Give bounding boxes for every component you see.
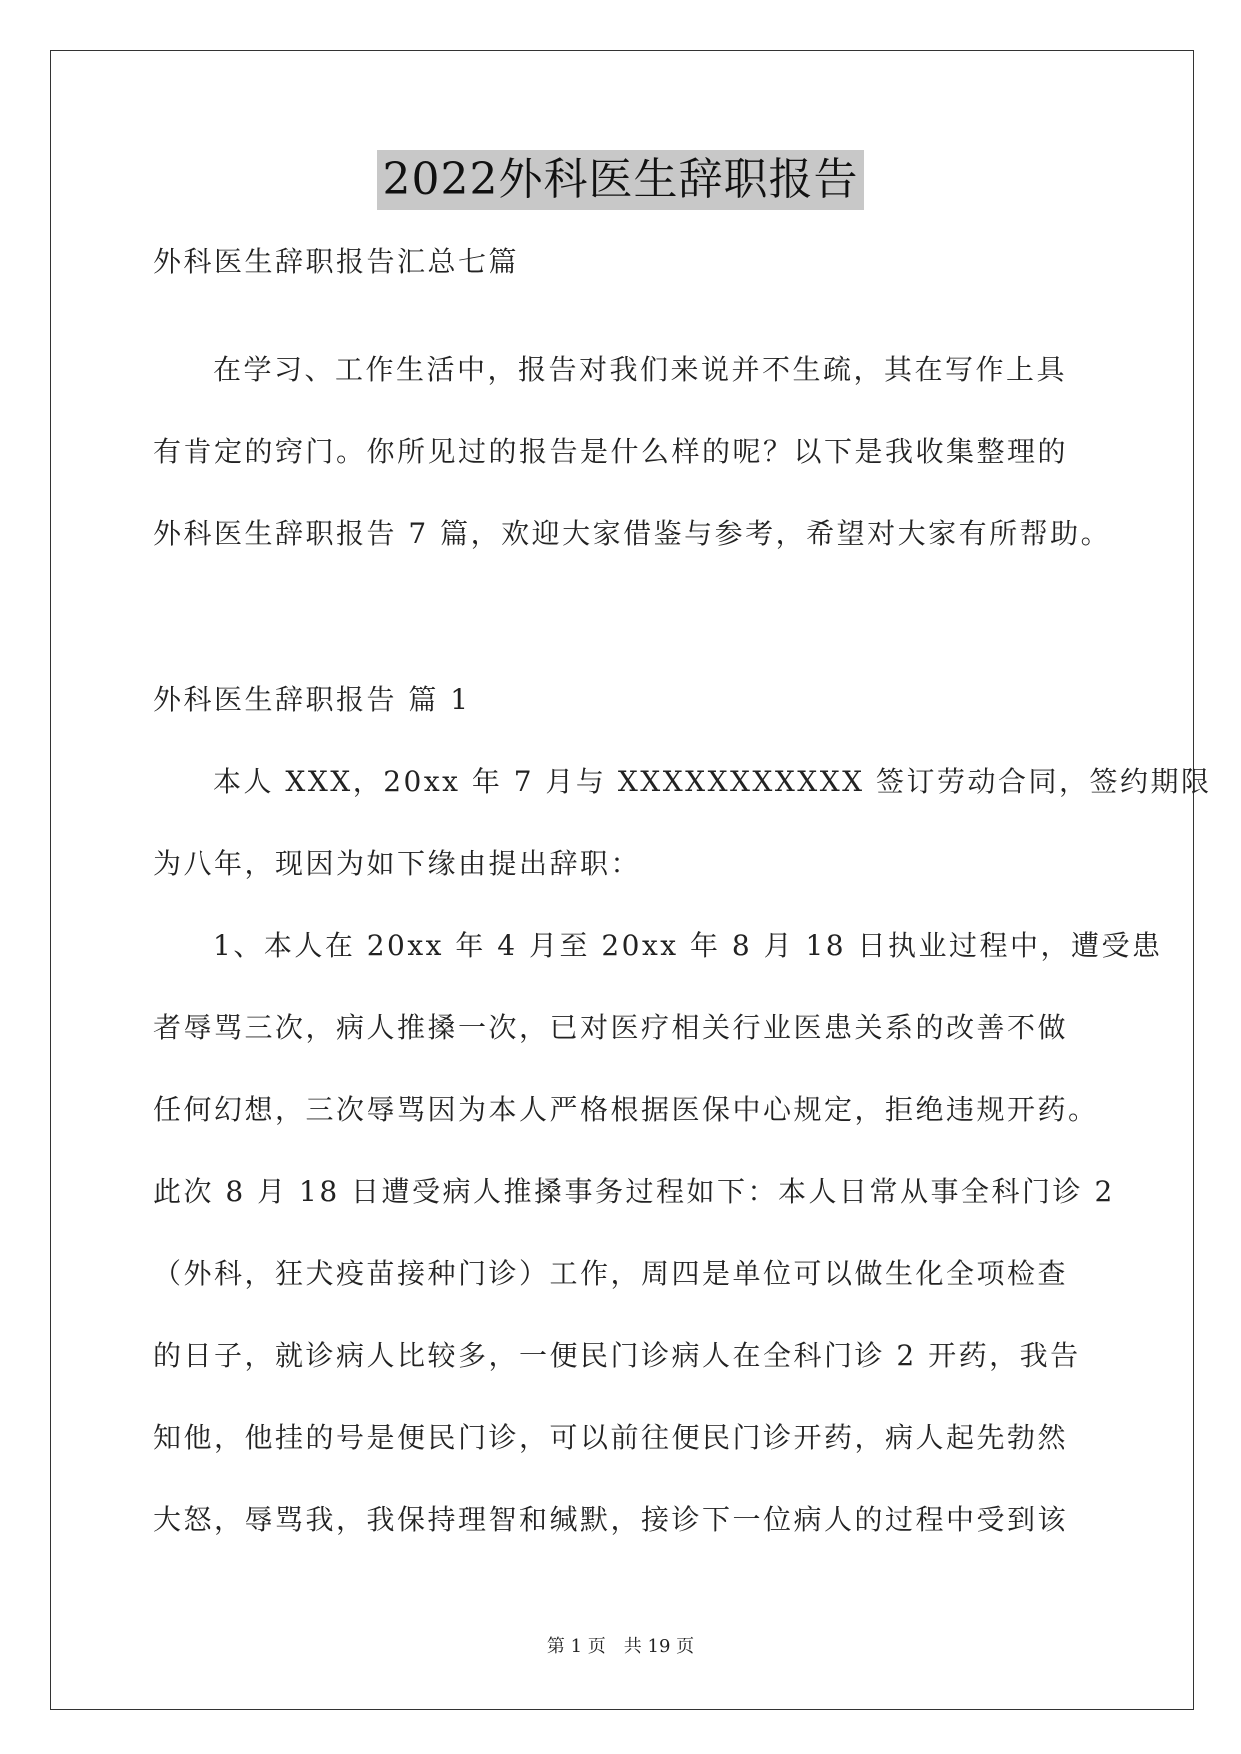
paragraph-2-line-7: 知他，他挂的号是便民门诊，可以前往便民门诊开药，病人起先勃然	[153, 1421, 1069, 1454]
section-heading: 外科医生辞职报告 篇 1	[153, 683, 471, 716]
paragraph-2-line-3: 任何幻想，三次辱骂因为本人严格根据医保中心规定，拒绝违规开药。	[153, 1093, 1099, 1126]
paragraph-2-line-2: 者辱骂三次，病人推搡一次，已对医疗相关行业医患关系的改善不做	[153, 1011, 1069, 1044]
paragraph-2-line-4: 此次 8 月 18 日遭受病人推搡事务过程如下：本人日常从事全科门诊 2	[153, 1175, 1115, 1208]
paragraph-2-line-5: （外科，狂犬疫苗接种门诊）工作，周四是单位可以做生化全项检查	[153, 1257, 1069, 1290]
title-container	[0, 150, 1241, 210]
paragraph-2-line-6: 的日子，就诊病人比较多，一便民门诊病人在全科门诊 2 开药，我告	[153, 1339, 1081, 1372]
intro-line-3: 外科医生辞职报告 7 篇，欢迎大家借鉴与参考，希望对大家有所帮助。	[153, 517, 1112, 550]
paragraph-1-line-2: 为八年，现因为如下缘由提出辞职：	[153, 847, 642, 880]
intro-line-2: 有肯定的窍门。你所见过的报告是什么样的呢？以下是我收集整理的	[153, 435, 1069, 468]
paragraph-2-line-8: 大怒，辱骂我，我保持理智和缄默，接诊下一位病人的过程中受到该	[153, 1503, 1069, 1536]
page-number-footer: 第 1 页 共 19 页	[546, 1636, 695, 1657]
paragraph-2-line-1: 1、本人在 20xx 年 4 月至 20xx 年 8 月 18 日执业过程中，遭受患	[213, 929, 1163, 962]
document-title: 2022外科医生辞职报告	[377, 150, 865, 210]
paragraph-1-line-1: 本人 XXX，20xx 年 7 月与 XXXXXXXXXXX 签订劳动合同，签约期限	[213, 765, 1212, 798]
intro-line-1: 在学习、工作生活中，报告对我们来说并不生疏，其在写作上具	[213, 353, 1068, 386]
document-subtitle: 外科医生辞职报告汇总七篇	[153, 245, 520, 278]
